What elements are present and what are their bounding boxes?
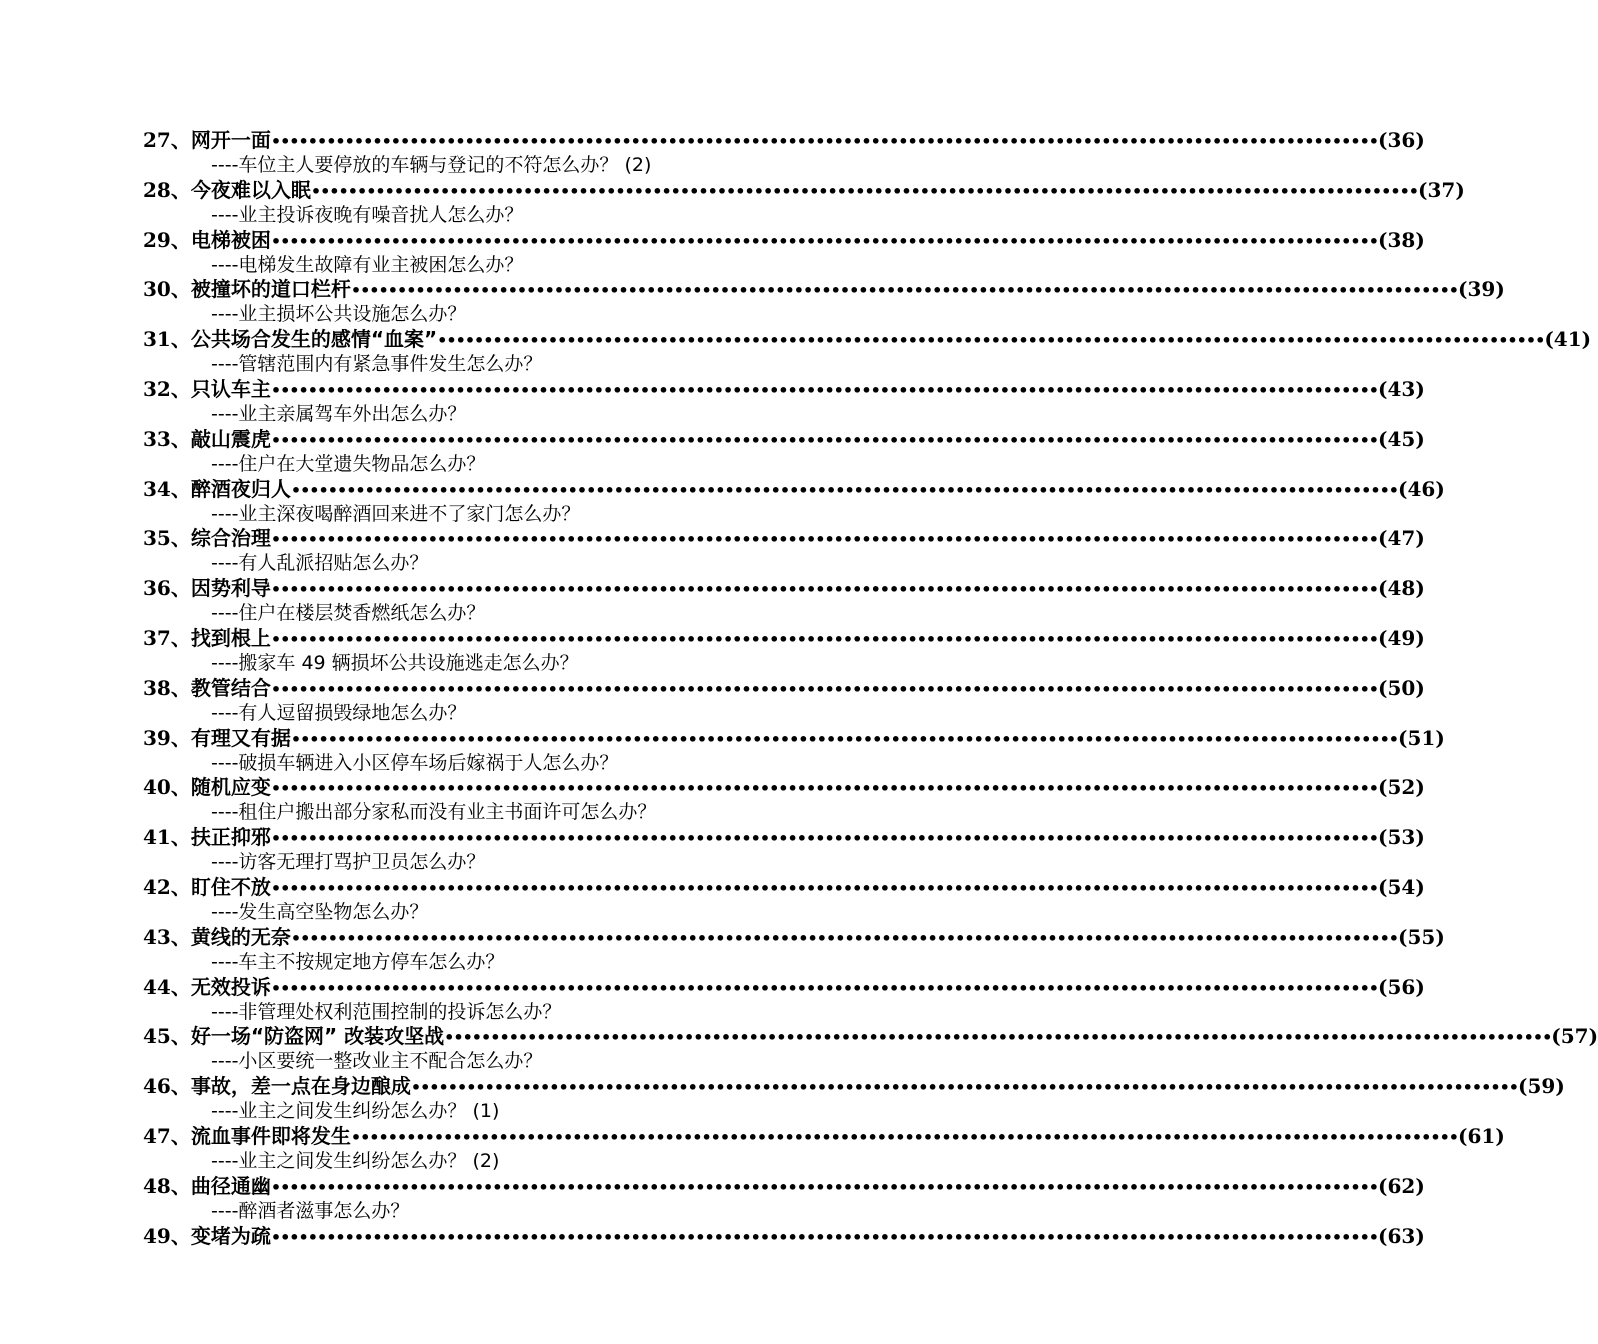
dot-leader: ••••••••••••••••••••••••••••••••••••••••••••••••••••••••••••••••••••••••••••••••••••••••••••••••••••••••••••••••••••••••: [310, 181, 1419, 201]
entry-subtitle: ----有人乱派招贴怎么办？: [211, 552, 429, 575]
page-number: (63): [1378, 1223, 1425, 1248]
toc-entry[interactable]: [0, 323, 1592, 376]
entry-number: 29、: [143, 227, 191, 252]
toc-entry[interactable]: [0, 572, 1425, 625]
entry-title: 电梯被困: [190, 227, 271, 252]
page-number: (47): [1378, 526, 1425, 551]
page-number: (55): [1398, 924, 1445, 949]
entry-title: 公共场合发生的感情“血案”: [190, 327, 438, 352]
entry-subtitle: ----业主损坏公共设施怎么办？: [211, 303, 467, 326]
toc-entry-heading: [143, 971, 1425, 999]
toc-entry[interactable]: [0, 273, 1505, 326]
page-number: (56): [1378, 974, 1425, 999]
toc-entry[interactable]: [0, 771, 1425, 824]
dot-leader: ••••••••••••••••••••••••••••••••••••••••••••••••••••••••••••••••••••••••••••••••••••••••••••••••••••••••••••••••••••••••: [270, 430, 1379, 450]
dot-leader: ••••••••••••••••••••••••••••••••••••••••••••••••••••••••••••••••••••••••••••••••••••••••••••••••••••••••••••••••••••••••: [270, 878, 1379, 898]
dot-leader: ••••••••••••••••••••••••••••••••••••••••••••••••••••••••••••••••••••••••••••••••••••••••••••••••••••••••••••••••••••••••: [270, 380, 1379, 400]
entry-subtitle: ----车主不按规定地方停车怎么办？: [211, 950, 505, 973]
dot-leader: ••••••••••••••••••••••••••••••••••••••••••••••••••••••••••••••••••••••••••••••••••••••••••••••••••••••••••••••••••••••••: [270, 132, 1379, 151]
entry-number: 43、: [143, 924, 191, 949]
entry-number: 42、: [143, 874, 191, 899]
entry-subtitle: ----业主亲属驾车外出怎么办？: [211, 402, 467, 425]
dot-leader: ••••••••••••••••••••••••••••••••••••••••••••••••••••••••••••••••••••••••••••••••••••••••••••••••••••••••••••••••••••••••: [270, 629, 1379, 649]
toc-entry[interactable]: [0, 1220, 1425, 1270]
page-number: (50): [1378, 675, 1425, 700]
entry-subtitle: ----搬家车 49 辆损坏公共设施逃走怎么办？: [211, 651, 579, 674]
page-number: (53): [1378, 825, 1425, 850]
dot-leader: ••••••••••••••••••••••••••••••••••••••••••••••••••••••••••••••••••••••••••••••••••••••••••••••••••••••••••••••••••••••••: [437, 331, 1545, 351]
entry-subtitle: ----小区要统一整改业主不配合怎么办？: [211, 1050, 543, 1073]
page-number: (46): [1398, 476, 1445, 501]
entry-subtitle: ----住户在楼层焚香燃纸怎么办？: [211, 602, 486, 625]
entry-title: 今夜难以入眠: [190, 177, 311, 202]
entry-subtitle: ----租住户搬出部分家私而没有业主书面许可怎么办？: [211, 801, 657, 824]
page-number: (61): [1458, 1123, 1505, 1148]
toc-entry[interactable]: [0, 1070, 1565, 1123]
dot-leader: ••••••••••••••••••••••••••••••••••••••••••••••••••••••••••••••••••••••••••••••••••••••••••••••••••••••••••••••••••••••••: [270, 679, 1379, 699]
page-number: (43): [1378, 376, 1425, 401]
toc-entry-heading: [143, 1220, 1425, 1248]
toc-entry[interactable]: [0, 971, 1425, 1023]
entry-subtitle: ----非管理处权利范围控制的投诉怎么办？: [211, 1000, 562, 1023]
dot-leader: ••••••••••••••••••••••••••••••••••••••••••••••••••••••••••••••••••••••••••••••••••••••••••••••••••••••••••••••••••••••••: [444, 1028, 1552, 1048]
page-number: (37): [1418, 177, 1465, 202]
entry-number: 40、: [143, 775, 191, 800]
entry-title: 好一场“防盗网” 改装攻坚战: [190, 1024, 445, 1049]
entry-number: 38、: [143, 675, 191, 700]
entry-title: 流血事件即将发生: [190, 1123, 351, 1148]
toc-entry[interactable]: [0, 622, 1425, 674]
entry-subtitle: ----访客无理打骂护卫员怎么办？: [211, 851, 486, 874]
page-number: (59): [1518, 1074, 1565, 1099]
entry-number: 44、: [143, 974, 191, 999]
entry-title: 综合治理: [190, 526, 271, 551]
entry-subtitle: ----破损车辆进入小区停车场后嫁祸于人怎么办？: [211, 751, 619, 774]
entry-subtitle: ----住户在大堂遗失物品怎么办？: [211, 452, 486, 475]
toc-entry-heading: [143, 124, 1425, 152]
toc-entry[interactable]: [0, 1020, 1598, 1073]
entry-title: 盯住不放: [190, 874, 271, 899]
page-number: (38): [1378, 227, 1425, 252]
toc-entry[interactable]: [0, 124, 1425, 176]
entry-number: 37、: [143, 625, 191, 650]
entry-number: 33、: [143, 426, 191, 451]
entry-number: 47、: [143, 1123, 191, 1148]
entry-subtitle: ----电梯发生故障有业主被困怎么办？: [211, 253, 524, 276]
dot-leader: ••••••••••••••••••••••••••••••••••••••••••••••••••••••••••••••••••••••••••••••••••••••••••••••••••••••••••••••••••••••••: [270, 978, 1379, 998]
table-of-contents: [0, 124, 1598, 1269]
entry-number: 27、: [143, 128, 191, 152]
entry-title: 网开一面: [190, 128, 271, 152]
entry-title: 扶正抑邪: [190, 825, 271, 850]
page-number: (51): [1398, 725, 1445, 750]
toc-entry-heading: [143, 1170, 1425, 1198]
toc-entry[interactable]: [0, 473, 1445, 525]
dot-leader: ••••••••••••••••••••••••••••••••••••••••••••••••••••••••••••••••••••••••••••••••••••••••••••••••••••••••••••••••••••••••: [270, 829, 1379, 849]
page-number: (62): [1378, 1173, 1425, 1198]
entry-number: 32、: [143, 376, 191, 401]
dot-leader: ••••••••••••••••••••••••••••••••••••••••••••••••••••••••••••••••••••••••••••••••••••••••••••••••••••••••••••••••••••••••: [350, 281, 1459, 301]
toc-entry-heading: [143, 522, 1425, 551]
toc-entry[interactable]: [0, 821, 1425, 874]
toc-entry[interactable]: [0, 1170, 1425, 1222]
entry-subtitle: ----业主深夜喝醉酒回来进不了家门怎么办？: [211, 502, 581, 525]
toc-entry-heading: [143, 771, 1425, 800]
dot-leader: ••••••••••••••••••••••••••••••••••••••••••••••••••••••••••••••••••••••••••••••••••••••••••••••••••••••••••••••••••••••••: [410, 1078, 1519, 1098]
dot-leader: ••••••••••••••••••••••••••••••••••••••••••••••••••••••••••••••••••••••••••••••••••••••••••••••••••••••••••••••••••••••••: [270, 530, 1379, 550]
entry-title: 无效投诉: [190, 974, 271, 999]
page-number: (39): [1458, 277, 1505, 302]
toc-entry[interactable]: [0, 722, 1445, 774]
entry-title: 教管结合: [190, 675, 271, 700]
toc-entry[interactable]: [0, 522, 1425, 575]
entry-title: 醉酒夜归人: [190, 476, 291, 501]
entry-subtitle: ----醉酒者滋事怎么办？: [211, 1199, 410, 1222]
toc-entry[interactable]: [0, 224, 1425, 276]
toc-entry-heading: [143, 672, 1425, 700]
toc-entry[interactable]: [0, 174, 1465, 226]
entry-number: 34、: [143, 476, 191, 501]
toc-entry-heading: [143, 921, 1445, 949]
toc-entry-heading: [143, 1120, 1505, 1148]
toc-entry-heading: [143, 871, 1425, 899]
toc-entry-heading: [143, 174, 1465, 202]
toc-entry-heading: [143, 473, 1445, 501]
entry-subtitle: ----业主投诉夜晚有噪音扰人怎么办？: [211, 203, 524, 226]
entry-title: 有理又有据: [190, 725, 291, 750]
entry-subtitle: ----有人逗留损毁绿地怎么办？: [211, 701, 467, 724]
page-number: (41): [1544, 327, 1592, 352]
toc-entry[interactable]: [0, 921, 1445, 973]
entry-number: 39、: [143, 725, 191, 750]
toc-entry-heading: [143, 622, 1425, 650]
entry-subtitle: ----车位主人要停放的车辆与登记的不符怎么办？ (2): [211, 154, 652, 176]
toc-entry[interactable]: [0, 423, 1425, 475]
dot-leader: ••••••••••••••••••••••••••••••••••••••••••••••••••••••••••••••••••••••••••••••••••••••••••••••••••••••••••••••••••••••••: [270, 231, 1379, 251]
entry-title: 找到根上: [190, 625, 271, 650]
toc-entry[interactable]: [0, 1120, 1505, 1172]
entry-title: 敲山震虎: [190, 426, 271, 451]
page-number: (48): [1378, 576, 1425, 601]
toc-entry[interactable]: [0, 871, 1425, 923]
page-number: (49): [1378, 625, 1425, 650]
toc-entry-heading: [143, 1070, 1565, 1099]
entry-title: 因势利导: [190, 576, 271, 601]
entry-title: 变堵为疏: [190, 1223, 271, 1248]
dot-leader: ••••••••••••••••••••••••••••••••••••••••••••••••••••••••••••••••••••••••••••••••••••••••••••••••••••••••••••••••••••••••: [270, 779, 1379, 799]
toc-entry-heading: [143, 273, 1505, 302]
toc-entry-heading: [143, 373, 1425, 401]
dot-leader: ••••••••••••••••••••••••••••••••••••••••••••••••••••••••••••••••••••••••••••••••••••••••••••••••••••••••••••••••••••••••: [290, 480, 1399, 500]
entry-subtitle: ----业主之间发生纠纷怎么办？ (1): [211, 1100, 500, 1123]
entry-number: 41、: [143, 825, 191, 850]
toc-entry[interactable]: [0, 373, 1425, 425]
entry-number: 36、: [143, 576, 191, 601]
entry-number: 45、: [143, 1024, 191, 1049]
entry-title: 曲径通幽: [190, 1173, 271, 1198]
entry-title: 事故，差一点在身边酿成: [190, 1074, 411, 1099]
dot-leader: ••••••••••••••••••••••••••••••••••••••••••••••••••••••••••••••••••••••••••••••••••••••••••••••••••••••••••••••••••••••••: [270, 580, 1379, 600]
entry-title: 黄线的无奈: [190, 924, 291, 949]
entry-subtitle: ----业主之间发生纠纷怎么办？ (2): [211, 1149, 500, 1172]
entry-number: 48、: [143, 1173, 191, 1198]
entry-number: 49、: [143, 1223, 191, 1248]
page-number: (54): [1378, 874, 1425, 899]
toc-entry-heading: [143, 821, 1425, 850]
page-number: (57): [1551, 1024, 1598, 1049]
entry-title: 被撞坏的道口栏杆: [190, 277, 351, 302]
toc-entry[interactable]: [0, 672, 1425, 724]
entry-title: 只认车主: [190, 376, 271, 401]
toc-entry-heading: [143, 572, 1425, 601]
dot-leader: ••••••••••••••••••••••••••••••••••••••••••••••••••••••••••••••••••••••••••••••••••••••••••••••••••••••••••••••••••••••••: [270, 1227, 1379, 1247]
entry-number: 30、: [143, 277, 191, 302]
entry-title: 随机应变: [190, 775, 271, 800]
entry-number: 46、: [143, 1074, 191, 1099]
entry-subtitle: ----发生高空坠物怎么办？: [211, 900, 429, 923]
toc-entry-heading: [143, 423, 1425, 451]
toc-entry-heading: [143, 1020, 1598, 1049]
toc-entry-heading: [143, 722, 1445, 750]
entry-subtitle: ----管辖范围内有紧急事件发生怎么办？: [211, 353, 543, 376]
dot-leader: ••••••••••••••••••••••••••••••••••••••••••••••••••••••••••••••••••••••••••••••••••••••••••••••••••••••••••••••••••••••••: [270, 1177, 1379, 1197]
entry-number: 35、: [143, 526, 191, 551]
dot-leader: ••••••••••••••••••••••••••••••••••••••••••••••••••••••••••••••••••••••••••••••••••••••••••••••••••••••••••••••••••••••••: [290, 928, 1399, 948]
entry-number: 28、: [143, 177, 191, 202]
toc-entry-heading: [143, 224, 1425, 252]
toc-entry-heading: [143, 323, 1592, 352]
page-number: (36): [1378, 128, 1425, 152]
page-number: (45): [1378, 426, 1425, 451]
entry-number: 31、: [143, 327, 191, 352]
dot-leader: ••••••••••••••••••••••••••••••••••••••••••••••••••••••••••••••••••••••••••••••••••••••••••••••••••••••••••••••••••••••••: [290, 729, 1399, 749]
dot-leader: ••••••••••••••••••••••••••••••••••••••••••••••••••••••••••••••••••••••••••••••••••••••••••••••••••••••••••••••••••••••••: [350, 1127, 1459, 1147]
page-number: (52): [1378, 775, 1425, 800]
